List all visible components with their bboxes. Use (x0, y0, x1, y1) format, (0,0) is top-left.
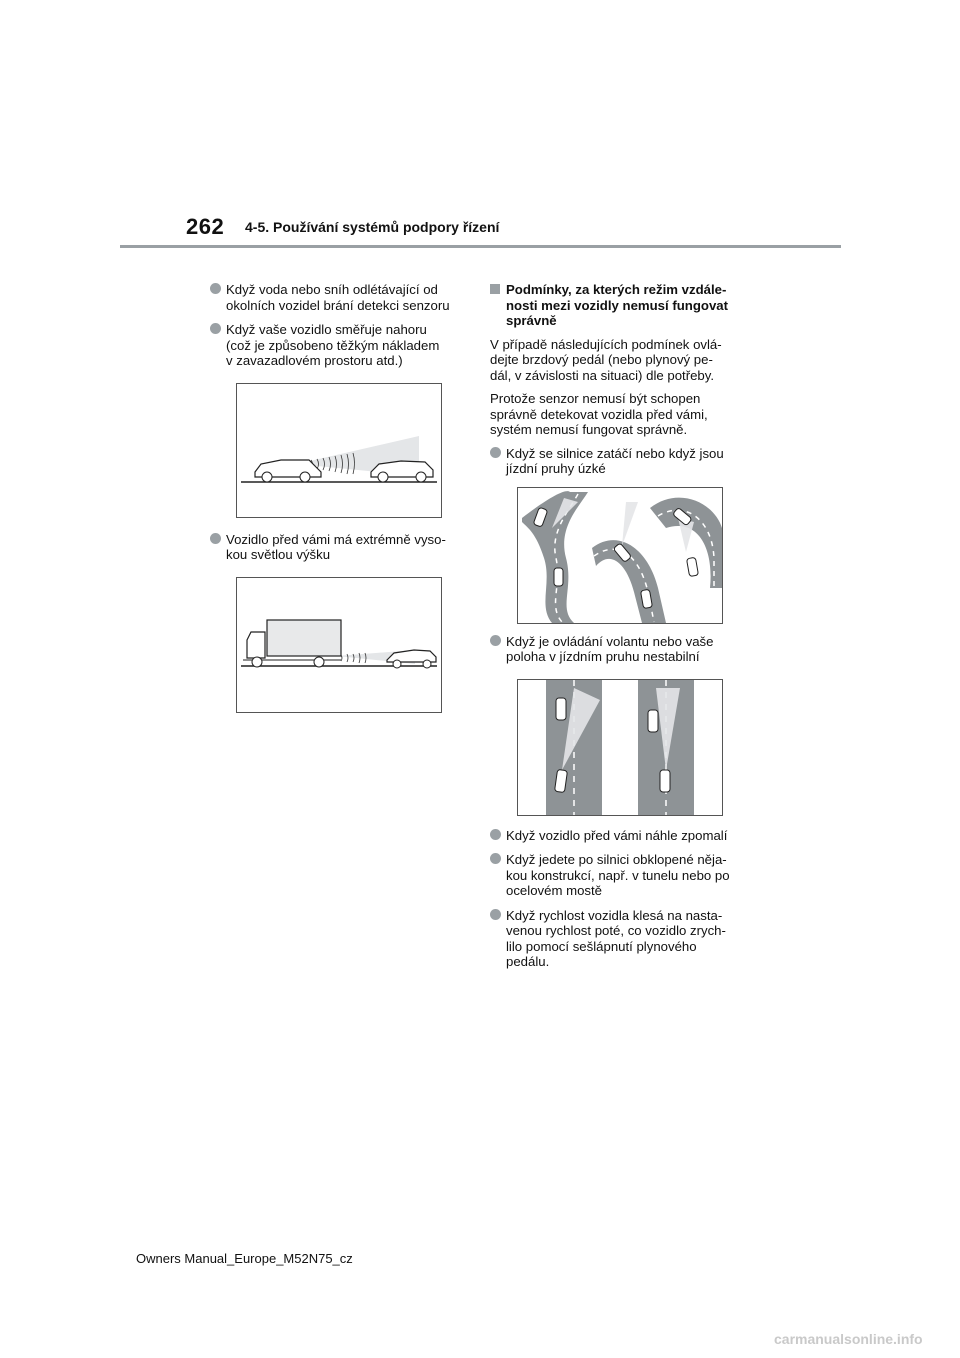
bullet-high-clearance: Vozidlo před vámi má extrémně vyso- kou světlou výšku (210, 532, 472, 563)
bullet-dot-icon (210, 323, 221, 334)
bullet-speed-drop: Když rychlost vozidla klesá na nasta- venou rychlost poté, co vozidlo zrych- lilo pomocí sešlápnutí plynového pedálu. (490, 908, 754, 970)
figure-curved-roads (517, 487, 723, 624)
footer-manual-id: Owners Manual_Europe_M52N75_cz (136, 1251, 353, 1266)
figure-tilted-vehicle (236, 383, 442, 518)
conditions-heading: Podmínky, za kterých režim vzdále- nosti mezi vozidly nemusí fungovat správně (490, 282, 754, 329)
paragraph-pedal: V případě následujících podmínek ovlá- dejte brzdový pedál (nebo plynový pe- dál, v závislosti na situaci) dle potřeby. (490, 336, 722, 383)
watermark: carmanualsonline.info (774, 1331, 923, 1347)
right-column (490, 282, 754, 979)
section-title: 4-5. Používání systémů podpory řízení (245, 219, 500, 235)
page-number: 262 (186, 214, 225, 239)
bullet-dot-icon (490, 909, 501, 920)
bullet-dot-icon (490, 829, 501, 840)
bullet-tunnel: Když jedete po silnici obklopené něja- kou konstrukcí, např. v tunelu nebo po ocelovém mostě (490, 852, 754, 899)
bullet-dot-icon (210, 533, 221, 544)
bullet-spray: Když voda nebo sníh odlétávající od okolních vozidel brání detekci senzoru (210, 282, 472, 313)
bullet-uphill: Když vaše vozidlo směřuje nahoru (což je způsobeno těžkým nákladem v zavazadlovém prostoru atd.) (210, 322, 472, 369)
paragraph-sensor: Protože senzor nemusí být schopen správně detekovat vozidla před vámi, systém nemusí fungovat správně. (490, 391, 708, 437)
heading-square-icon (490, 284, 500, 294)
bullet-unstable: Když je ovládání volantu nebo vaše poloha v jízdním pruhu nestabilní (490, 634, 754, 665)
bullet-dot-icon (210, 283, 221, 294)
left-column (210, 282, 472, 713)
bullet-curves: Když se silnice zatáčí nebo když jsou jízdní pruhy úzké (490, 446, 754, 477)
bullet-dot-icon (490, 853, 501, 864)
bullet-dot-icon (490, 635, 501, 646)
figure-lane-position (517, 679, 723, 816)
figure-truck (236, 577, 442, 713)
bullet-dot-icon (490, 447, 501, 458)
bullet-sudden-slowdown: Když vozidlo před vámi náhle zpomalí (490, 828, 754, 844)
header-rule (120, 245, 841, 248)
